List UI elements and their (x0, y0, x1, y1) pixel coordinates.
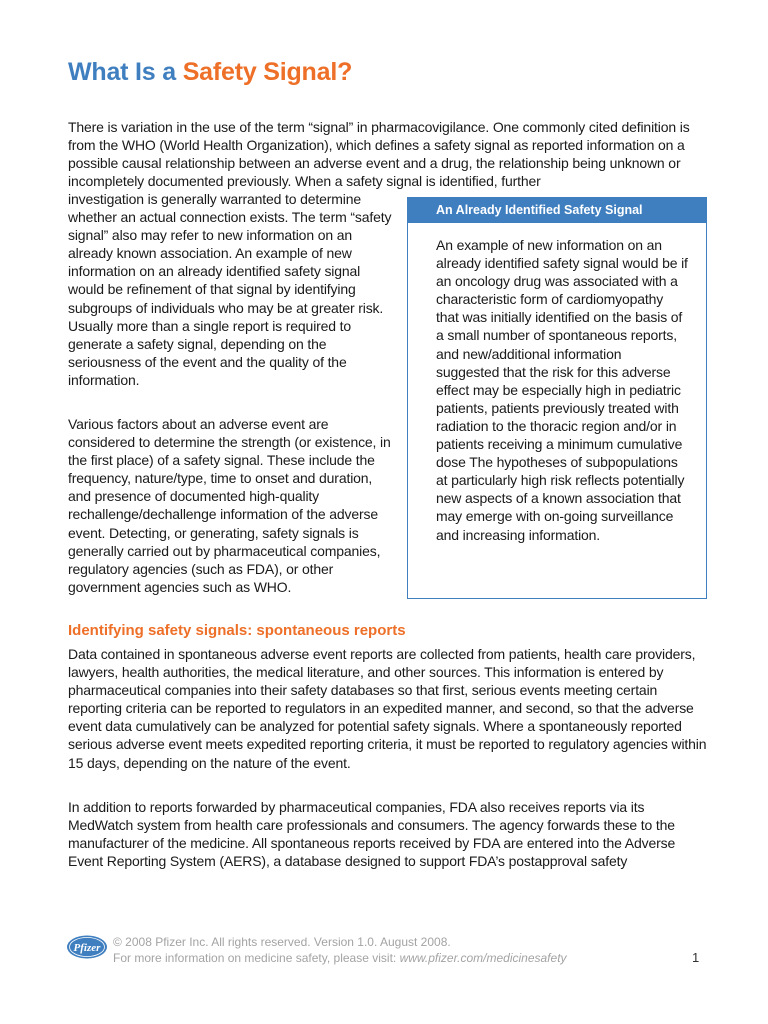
footer-info-line (113, 950, 567, 966)
sidebar-box-body: An example of new information on an already identified safety signal would be if an oncology drug was associated with a characteristic form of cardiomyopathy that was initially identified on the basis of a small number of spontaneous reports, and new/additional information suggested that the risk for this adverse effect may be especially high in pediatric patients, patients previously treated with radiation to the thoracic region and/or in patients receiving a minimum cumulative dose The hypotheses of subpopulations at particularly high risk reflects potentially new aspects of a known association that may emerge with on-going surveillance and increasing information. (436, 237, 688, 543)
intro-paragraph-top: There is variation in the use of the term “signal” in pharmacovigilance. One commonly cited definition is from the WHO (World Health Organization), which defines a safety signal as reported information on a possible causal relationship between an adverse event and a drug, the relationship being unknown or incompletely documented previously. When a safety signal is identified, further (68, 119, 690, 190)
sidebar-box (407, 197, 707, 599)
pfizer-logo-icon (66, 934, 108, 960)
spontaneous-paragraph-1: Data contained in spontaneous adverse event reports are collected from patients, health care providers, lawyers, health authorities, the medical literature, and other sources. This information is entered by pharmaceutical companies into their safety databases so that first, serious events meeting certain reporting criteria can be reported to regulators in an expedited manner, and second, so that the adverse event data cumulatively can be analyzed for potential safety signals. Where a spontaneously reported serious adverse event meets expedited reporting criteria, it must be reported to regulatory agencies within 15 days, depending on the nature of the event. (68, 646, 707, 771)
title-part-1: What Is a (68, 58, 183, 86)
footer (113, 934, 567, 966)
sidebar-box-header: An Already Identified Safety Signal (408, 198, 706, 223)
spontaneous-paragraph-2: In addition to reports forwarded by pharmaceutical companies, FDA also receives reports via its MedWatch system from health care professionals and consumers. The agency forwards these to the manufacturer of the medicine. All spontaneous reports received by FDA are entered into the Adverse Event Reporting System (AERS), a database designed to support FDA’s postapproval safety (68, 799, 676, 870)
footer-url-link[interactable]: www.pfizer.com/medicinesafety (399, 951, 567, 965)
footer-copyright: © 2008 Pfizer Inc. All rights reserved. Version 1.0. August 2008. (113, 935, 451, 949)
pfizer-logo-text: Pfizer (73, 942, 101, 954)
section-heading-spontaneous: Identifying safety signals: spontaneous reports (68, 622, 406, 639)
intro-paragraph-continued: investigation is generally warranted to determine whether an actual connection exists. The term “safety signal” also may refer to new information on an already known association. An example of new information on an already identified safety signal would be refinement of that signal by identifying subgroups of individuals who may be at greater risk. Usually more than a single report is required to generate a safety signal, depending on the seriousness of the event and the quality of the information. (68, 191, 392, 388)
title-part-2: Safety Signal? (182, 58, 353, 86)
page-number: 1 (692, 950, 700, 965)
factors-paragraph: Various factors about an adverse event are considered to determine the strength (or existence, in the first place) of a safety signal. These include the frequency, nature/type, time to onset and duration, and presence of documented high-quality rechallenge/dechallenge information of the adverse event. Detecting, or generating, safety signals is generally carried out by pharmaceutical companies, regulatory agencies (such as FDA), or other government agencies such as WHO. (68, 416, 391, 595)
footer-info-text: For more information on medicine safety, please visit: (113, 951, 400, 965)
page-title (68, 58, 352, 87)
